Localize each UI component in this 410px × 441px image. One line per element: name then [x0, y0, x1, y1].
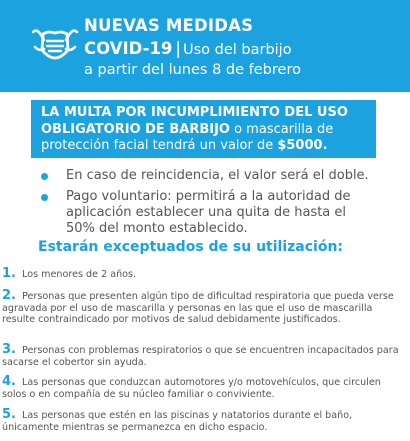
bullet-item	[38, 168, 378, 184]
bullet-text: En caso de reincidencia, el valor será el doble.	[66, 168, 369, 183]
exception-text: Los menores de 2 años.	[22, 269, 137, 280]
exception-item	[2, 268, 402, 281]
fine-alert-text: o mascarilla de protección facial tendrá un valor de	[41, 121, 334, 153]
bullet-text: Pago voluntario: permitirá a la autoridad de aplicación establecer una quita de hasta el 50% del monto establecido.	[66, 189, 351, 236]
title-separator: |	[175, 39, 181, 58]
fine-details-list	[38, 168, 378, 242]
exceptions-title: Estarán exceptuados de su utilización:	[38, 239, 344, 255]
exception-item	[2, 409, 402, 433]
effective-date-line: a partir del lunes 8 de febrero	[84, 62, 301, 78]
bullet-dot-icon	[41, 194, 48, 201]
bullet-dot-icon	[41, 173, 48, 180]
exception-number: 5.	[2, 407, 16, 422]
face-mask-icon	[30, 19, 80, 69]
exception-number: 3.	[2, 342, 16, 357]
bullet-item	[38, 189, 378, 237]
exception-text: Las personas que conduzcan automotores y/o motovehículos, que circulen solos o en compañía de su núcleo familiar o conviviente.	[2, 377, 381, 400]
exception-number: 2.	[2, 288, 16, 303]
fine-alert-heading: LA MULTA POR INCUMPLIMIENTO DEL USO OBLIGATORIO DE BARBIJO	[41, 105, 348, 137]
covid-label: COVID-19	[84, 39, 173, 58]
main-title: NUEVAS MEDIDAS	[84, 16, 254, 35]
header-banner	[0, 0, 410, 92]
title-line-2	[84, 39, 292, 58]
fine-alert-box	[31, 100, 376, 158]
title-subject: Uso del barbijo	[182, 42, 292, 58]
exception-number: 1.	[2, 266, 16, 281]
exception-item	[2, 344, 402, 368]
exception-item	[2, 290, 402, 326]
exception-item	[2, 376, 402, 400]
exception-text: Las personas que estén en las piscinas y natatorios durante el baño, únicamente mientras se permanezca en dicho espacio.	[2, 410, 353, 433]
exception-number: 4.	[2, 374, 16, 389]
fine-amount: $5000.	[277, 138, 328, 153]
exception-text: Personas que presenten algún tipo de dificultad respiratoria que pueda verse agravada por el uso de mascarilla y personas en las que el uso de mascarilla resulte contraindicado por motivos de salud debidamente justificados.	[2, 291, 394, 325]
exception-text: Personas con problemas respiratorios o que se encuentren incapacitados para sacarse el cobertor sin ayuda.	[2, 345, 399, 368]
